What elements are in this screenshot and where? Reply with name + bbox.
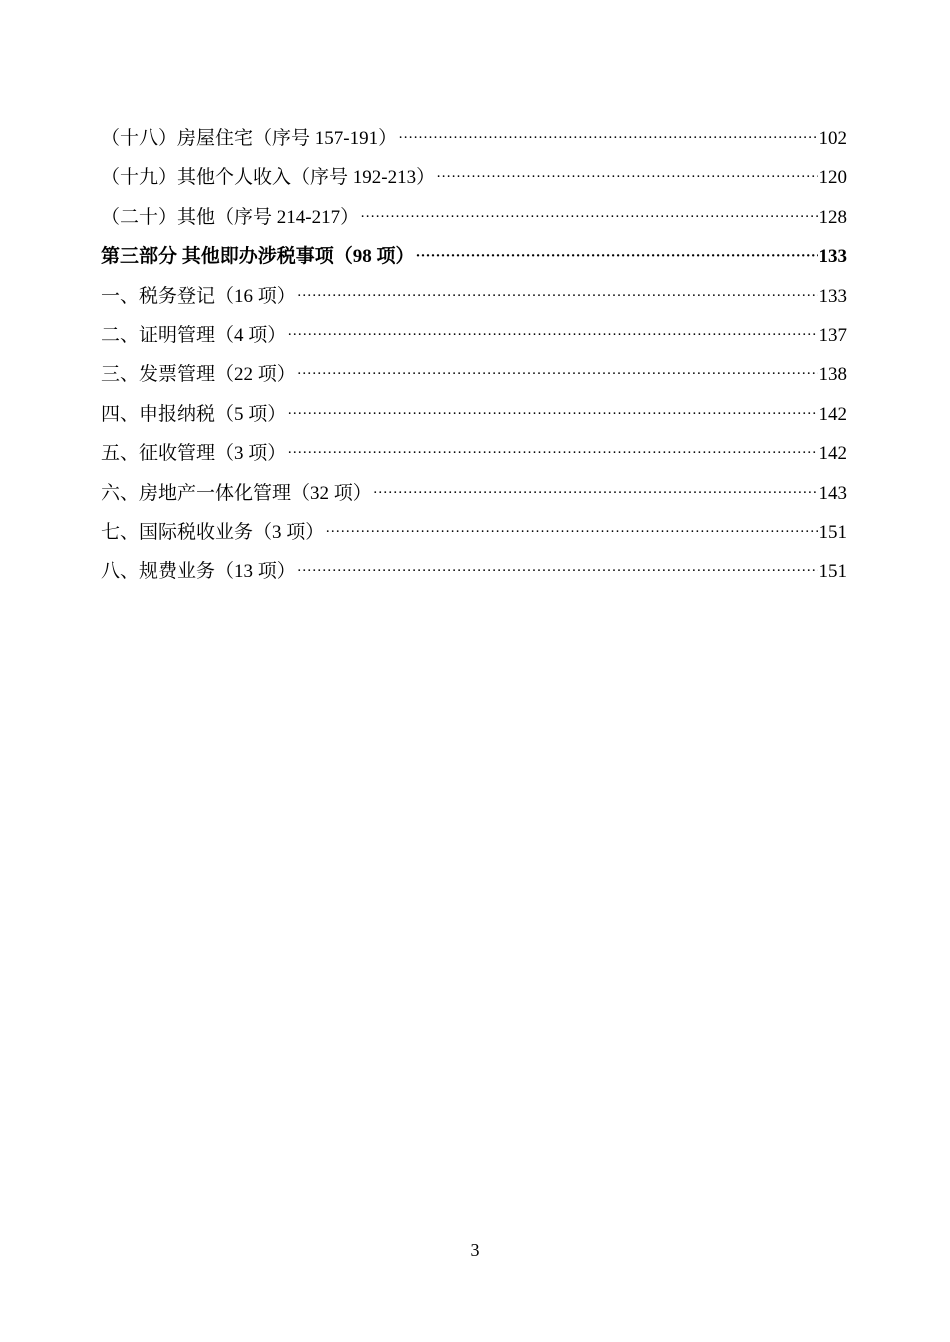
toc-dot-leader (287, 316, 817, 355)
toc-entry[interactable] (101, 434, 847, 473)
toc-dot-leader (398, 119, 817, 158)
toc-section-heading[interactable] (101, 237, 847, 276)
toc-entry-title: （十八）房屋住宅（序号 157-191） (101, 128, 398, 149)
toc-entry-page: 142 (818, 443, 847, 465)
toc-dot-leader (360, 198, 817, 237)
toc-dot-leader (325, 513, 817, 552)
toc-entry[interactable] (101, 355, 847, 394)
toc-dot-leader (297, 552, 818, 591)
toc-entry-title: 七、国际税收业务（3 项） (101, 521, 325, 543)
toc-entry-title: 一、税务登记（16 项） (101, 285, 296, 307)
toc-entry-title: 三、发票管理（22 项） (101, 364, 296, 386)
toc-entry-title: 第三部分 其他即办涉税事项（98 项） (101, 246, 415, 268)
toc-entry[interactable] (101, 119, 847, 158)
toc-entry[interactable] (101, 316, 847, 355)
table-of-contents (101, 119, 847, 592)
toc-entry-page: 102 (818, 128, 847, 149)
toc-entry-title: 五、征收管理（3 项） (101, 443, 287, 465)
toc-entry-page: 133 (818, 285, 847, 307)
toc-dot-leader (416, 237, 818, 276)
toc-dot-leader (287, 395, 817, 434)
toc-entry-title: （二十）其他（序号 214-217） (101, 206, 360, 228)
toc-dot-leader (436, 158, 817, 197)
toc-entry-page: 133 (818, 246, 847, 268)
toc-entry-page: 138 (818, 364, 847, 386)
toc-entry[interactable] (101, 474, 847, 513)
toc-dot-leader (373, 474, 818, 513)
toc-entry-page: 151 (818, 521, 847, 543)
toc-entry-page: 137 (818, 324, 847, 346)
toc-dot-leader (297, 277, 818, 316)
toc-dot-leader (297, 355, 818, 394)
toc-entry[interactable] (101, 277, 847, 316)
toc-entry-title: 二、证明管理（4 项） (101, 324, 287, 346)
page-number: 3 (470, 1240, 480, 1260)
toc-entry[interactable] (101, 395, 847, 434)
toc-entry-page: 120 (818, 167, 847, 189)
toc-entry[interactable] (101, 513, 847, 552)
toc-dot-leader (287, 434, 817, 473)
toc-entry-page: 142 (818, 403, 847, 425)
toc-entry-title: （十九）其他个人收入（序号 192-213） (101, 167, 436, 189)
toc-entry[interactable] (101, 158, 847, 197)
toc-entry[interactable] (101, 552, 847, 591)
toc-entry-title: 八、规费业务（13 项） (101, 561, 296, 583)
toc-entry-title: 六、房地产一体化管理（32 项） (101, 482, 372, 504)
toc-entry-page: 128 (818, 206, 847, 228)
toc-entry-title: 四、申报纳税（5 项） (101, 403, 287, 425)
toc-entry-page: 143 (818, 482, 847, 504)
toc-entry[interactable] (101, 198, 847, 237)
toc-entry-page: 151 (818, 561, 847, 583)
